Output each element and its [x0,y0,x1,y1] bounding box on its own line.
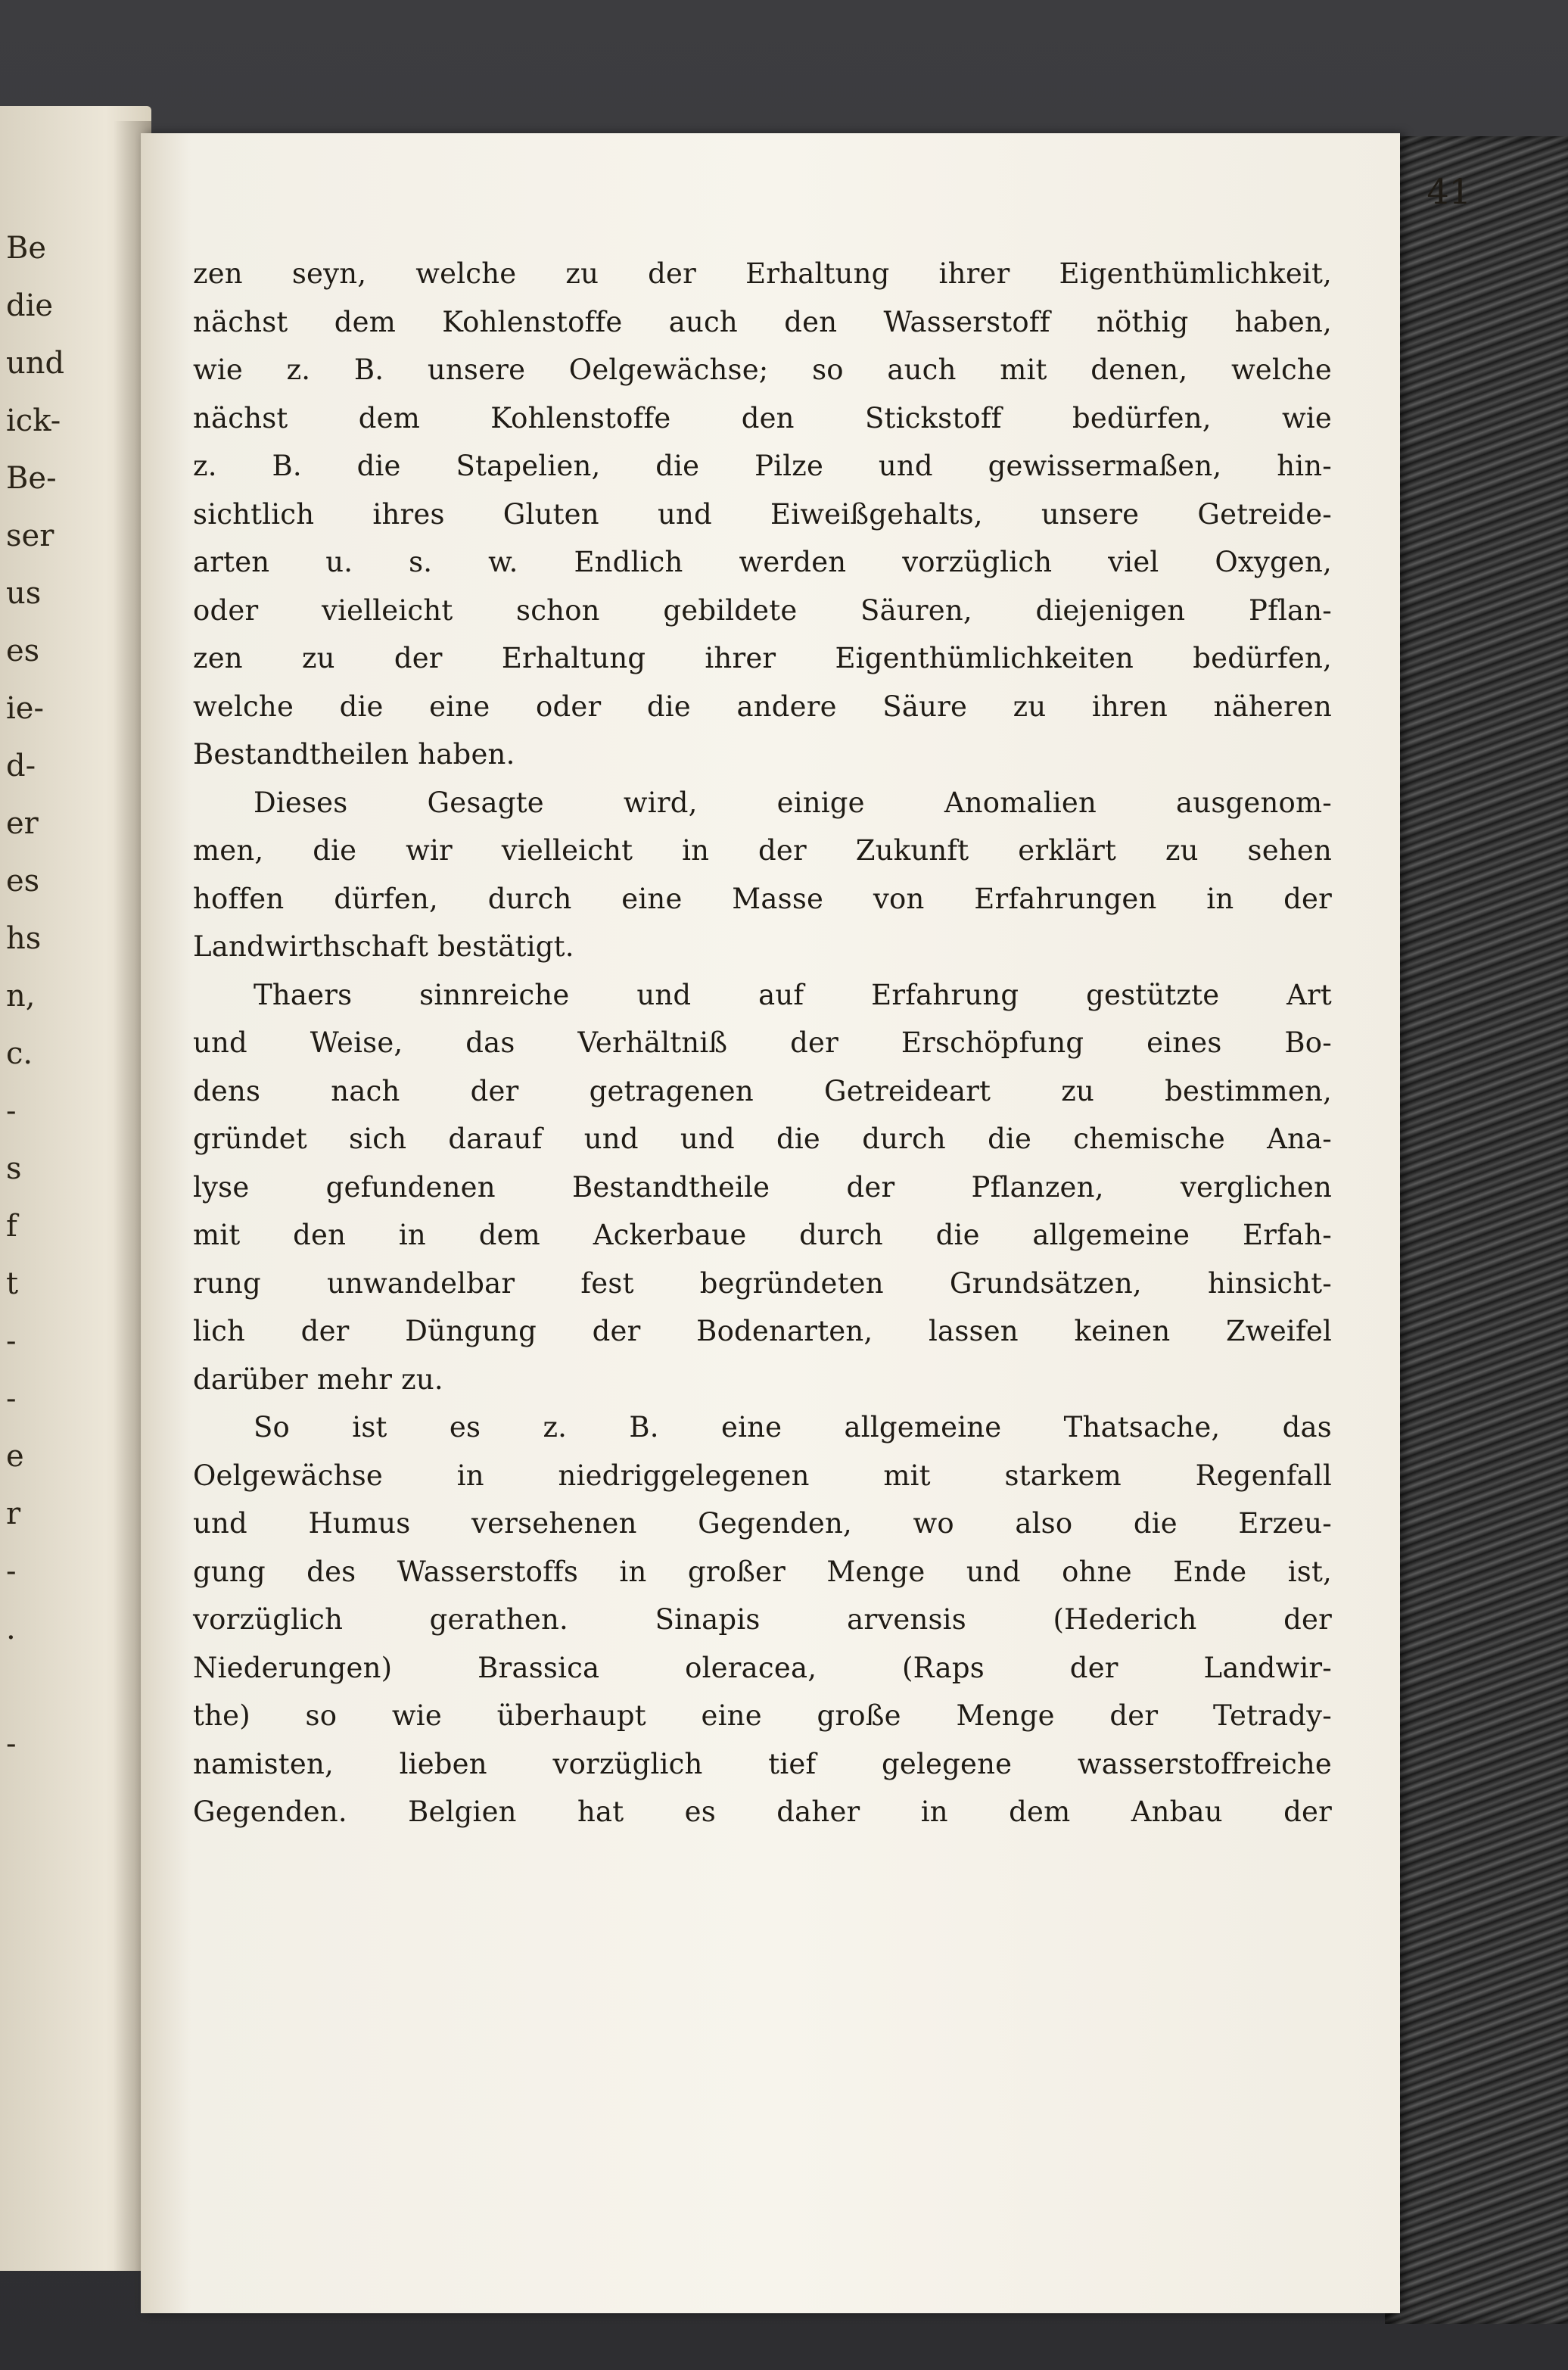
text-line: und Humus versehenen Gegenden, wo also die Erzeu- [193,1507,1332,1540]
text-line: Gegenden. Belgien hat es daher in dem Anbau der [193,1795,1332,1828]
text-line: und Weise, das Verhältniß der Erschöpfung eines Bo- [193,1026,1332,1059]
text-line: dens nach der getragenen Getreideart zu bestimmen, [193,1074,1332,1107]
facing-page-fragment: Be- [6,461,57,496]
facing-page-fragment: - [6,1324,17,1359]
facing-page-fragment: die [6,288,54,323]
text-line: lyse gefundenen Bestandtheile der Pflanzen, verglichen [193,1170,1332,1204]
text-line: wie z. B. unsere Oelgewächse; so auch mit denen, welche [193,353,1332,386]
facing-page-fragment: d- [6,749,36,783]
facing-page-fragment [6,1888,112,1945]
page-number: 41 [1426,171,1471,212]
text-line: z. B. die Stapelien, die Pilze und gewissermaßen, hin- [193,450,1332,482]
text-line: So ist es z. B. eine allgemeine Thatsache, das [254,1411,1332,1443]
text-line: Oelgewächse in niedriggelegenen mit starkem Regenfall [193,1459,1332,1492]
facing-page-fragment: n, [6,979,36,1014]
facing-page-fragment: es [6,864,40,898]
text-line: arten u. s. w. Endlich werden vorzüglich viel Oxygen, [193,546,1332,578]
text-line: zen seyn, welche zu der Erhaltung ihrer Eigenthümlichkeit, [193,257,1332,290]
text-line: welche die eine oder die andere Säure zu ihren näheren [193,690,1332,723]
facing-page-fragment: - [6,1554,17,1589]
text-line: Dieses Gesagte wird, einige Anomalien ausgenom- [254,786,1332,819]
facing-page-fragment [6,2060,112,2118]
text-line: nächst dem Kohlenstoffe den Stickstoff bedürfen, wie [193,401,1332,434]
facing-page-fragment: us [6,576,42,611]
text-line: vorzüglich gerathen. Sinapis arvensis (Hederich der [193,1603,1332,1636]
text-line: Niederungen) Brassica oleracea, (Raps der Landwir- [193,1651,1332,1684]
text-line: darüber mehr zu. [193,1363,443,1396]
facing-page-fragment [6,1773,112,1830]
text-line: Bestandtheilen haben. [193,738,515,771]
text-line: lich der Düngung der Bodenarten, lassen keinen Zweifel [193,1315,1332,1347]
text-line: zen zu der Erhaltung ihrer Eigenthümlichkeiten bedürfen, [193,642,1332,674]
facing-page-fragment: e [6,1439,24,1474]
text-line: rung unwandelbar fest begründeten Grundsätzen, hinsicht- [193,1266,1332,1300]
facing-page-fragment: er [6,806,39,841]
facing-page-fragment: f [6,1209,17,1244]
text-line: gründet sich darauf und und die durch die chemische Ana- [193,1123,1332,1155]
text-line: mit den in dem Ackerbaue durch die allgemeine Erfah- [193,1219,1332,1251]
facing-page-fragment: ser [6,519,54,553]
facing-page-fragment: . [6,1612,16,1646]
page-body-text [193,250,1332,1836]
facing-page-fragment: s [6,1151,22,1186]
facing-page-fragment: ie- [6,691,44,726]
facing-page-fragment: c. [6,1036,33,1071]
book-cover-edge [1385,136,1568,2324]
facing-page-fragment [6,2003,112,2060]
text-line: Thaers sinnreiche und auf Erfahrung gestützte Art [254,978,1332,1011]
facing-page-fragment: und [6,346,65,381]
text-line: the) so wie überhaupt eine große Menge der Tetrady- [193,1699,1332,1732]
text-line: hoffen dürfen, durch eine Masse von Erfahrungen in der [193,882,1332,915]
text-line: oder vielleicht schon gebildete Säuren, diejenigen Pflan- [193,593,1332,627]
facing-page-fragment: - [6,1381,17,1416]
facing-page-fragment [6,1830,112,1888]
facing-page-fragment [6,1658,112,1715]
facing-page-fragment: hs [6,921,42,956]
text-line: nächst dem Kohlenstoffe auch den Wasserstoff nöthig haben, [193,305,1332,338]
text-line: gung des Wasserstoffs in großer Menge und ohne Ende ist, [193,1555,1332,1588]
facing-page-fragment: - [6,1727,17,1761]
facing-page-fragment: t [6,1266,19,1301]
text-line: men, die wir vielleicht in der Zukunft erklärt zu sehen [193,834,1332,867]
facing-page-fragment: es [6,634,40,668]
facing-page-fragment: Be [6,231,47,266]
facing-page-text [6,220,112,2175]
facing-page-fragment: r [6,1496,21,1531]
facing-page-fragment: ick- [6,403,61,438]
text-line: namisten, lieben vorzüglich tief gelegene wasserstoffreiche [193,1747,1332,1780]
facing-page-fragment: - [6,1094,17,1129]
facing-page-fragment [6,1945,112,2003]
text-line: Landwirthschaft bestätigt. [193,930,574,963]
text-line: sichtlich ihres Gluten und Eiweißgehalts, unsere Getreide- [193,497,1332,531]
facing-page-fragment [6,2118,112,2175]
